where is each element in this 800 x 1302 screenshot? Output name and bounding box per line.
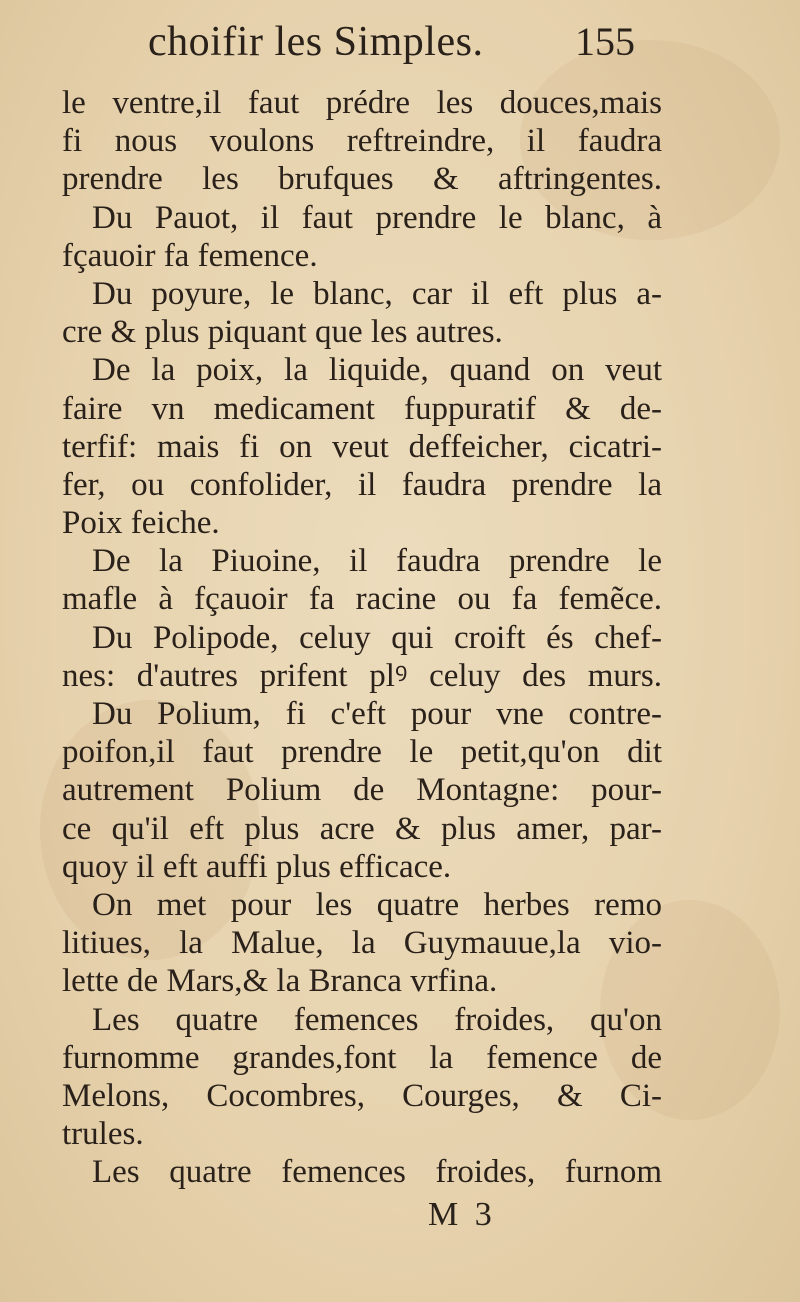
text-line: poifon,il faut prendre le petit,qu'on dit [62,734,662,771]
text-line: litiues, la Malue, la Guymauue,la vio- [62,925,662,962]
text-line: nes: d'autres prifent plꝰ celuy des murs. [62,657,662,694]
text-line: Du Pauot, il faut prendre le blanc, à [92,199,662,236]
text-line: Les quatre femences froides, furnom [92,1154,662,1191]
page-header [0,18,800,78]
text-line: Du Polium, fi c'eft pour vne contre- [92,696,662,732]
running-title: choifir les Simples. [148,19,484,65]
text-line: Melons, Cocombres, Courges, & Ci- [62,1077,662,1114]
text-line: le ventre,il faut prédre les douces,mais [62,85,662,121]
text-line: cre & plus piquant que les autres. [62,314,503,351]
text-line: terfif: mais fi on veut deffeicher, cicatri- [62,428,662,465]
signature-mark: M 3 [428,1196,496,1233]
text-line: trules. [62,1116,144,1153]
text-line: ce qu'il eft plus acre & plus amer, par- [62,810,662,847]
text-line: faire vn medicament fuppuratif & de- [62,390,662,427]
text-line: De la Piuoine, il faudra prendre le [92,543,662,580]
text-line: fçauoir fa femence. [62,237,318,274]
body-text [62,84,662,1191]
page-number: 155 [575,19,635,64]
text-line: quoy il eft auffi plus efficace. [62,848,452,885]
text-line: Du Polipode, celuy qui croift és chef- [92,619,662,656]
text-line: Poix feiche. [62,505,220,542]
text-line: On met pour les quatre herbes remo [92,886,662,923]
text-line: Du poyure, le blanc, car il eft plus a- [92,275,662,312]
text-line: De la poix, la liquide, quand on veut [92,352,662,389]
text-line: Les quatre femences froides, qu'on [92,1001,662,1038]
text-line: fi nous voulons reftreindre, il faudra [62,123,662,160]
text-line: furnomme grandes,font la femence de [62,1039,662,1076]
text-line: prendre les brufques & aftringentes. [62,161,662,198]
text-line: lette de Mars,& la Branca vrfina. [62,963,498,1000]
text-line: fer, ou confolider, il faudra prendre la [62,466,662,503]
text-line: autrement Polium de Montagne: pour- [62,772,662,809]
text-line: mafle à fçauoir fa racine ou fa femẽce. [62,581,662,618]
